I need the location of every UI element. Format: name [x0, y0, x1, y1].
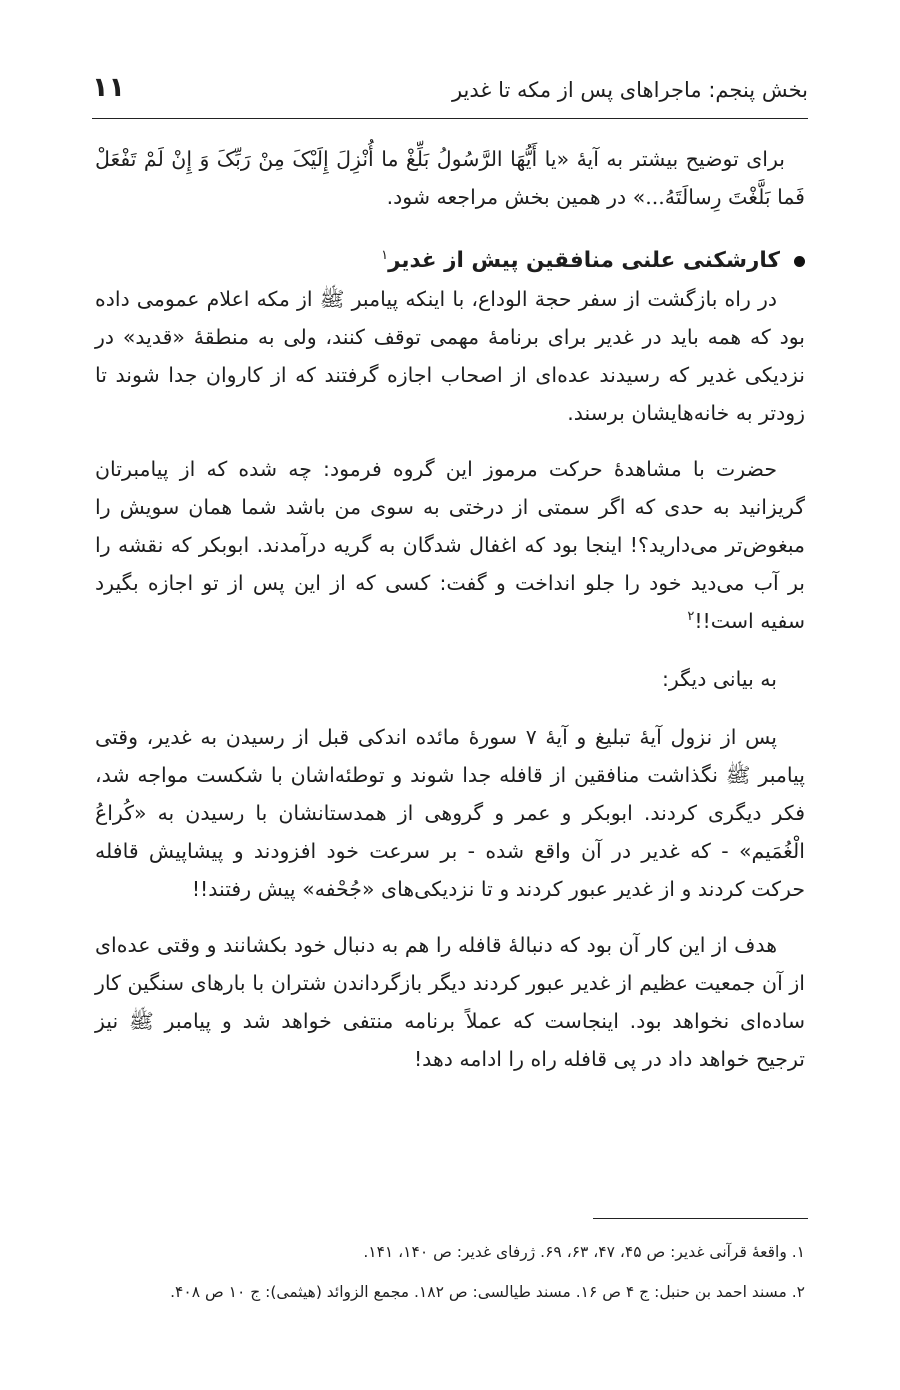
running-header: [92, 72, 808, 116]
intro-text-after: » در همین بخش مراجعه شود.: [386, 185, 646, 209]
paragraph-1: در راه بازگشت از سفر حجة الوداع، با اینکه پیامبر ﷺ از مکه اعلام عمومی داده بود که همه باید در غدیر برای برنامهٔ مهمی توقف کنند، ولی به منطقهٔ «قدید» در نزدیکی غدیر که رسیدند عده‌ای از اصحاب اجازه گرفتند که از کاروان جدا شوند تا زودتر به خانه‌هایشان برسند.: [95, 287, 805, 425]
footnote-divider: [593, 1218, 808, 1219]
paragraph-3: به بیانی دیگر:: [661, 667, 777, 691]
chapter-title: بخش پنجم: ماجراهای پس از مکه تا غدیر: [451, 78, 808, 102]
intro-text-before: برای توضیح بیشتر به آیهٔ «: [556, 147, 785, 171]
page-body: [95, 140, 805, 1078]
paragraph-2-text: حضرت با مشاهدهٔ حرکت مرموز این گروه فرمود: چه شده که از پیامبرتان گریزانید به حدی که اگر سمتی از درختی به سوی من باشد شما همان سویش را مبغوض‌تر می‌دارید؟! اینجا بود که اغفال شدگان به گریه درآمدند. ابوبکر که نقشه را بر آب می‌دید خود را جلو انداخت و گفت: کسی که از این پس از تو اجازه بگیرد سفیه است!!: [95, 457, 805, 633]
footnote-ref-1: ۱: [381, 247, 389, 263]
footnote-ref-2: ۲: [687, 609, 695, 625]
bullet-icon: [794, 256, 805, 267]
quran-verse: یا أَیُّهَا الرَّسُولُ بَلِّغْ ما أُنْزِلَ إِلَیْکَ مِنْ رَبِّکَ وَ إِنْ لَمْ تَفْعَلْ فَما بَلَّغْتَ رِسالَتَهُ...: [95, 147, 805, 209]
page-number: ۱۱: [92, 72, 125, 103]
paragraph-5: هدف از این کار آن بود که دنبالهٔ قافله را هم به دنبال خود بکشانند و وقتی عده‌ای از آن جمعیت عظیم از غدیر عبور کردند دیگر بازگرداندن شتران با بارهای سنگین کار ساده‌ای نخواهد بود. اینجاست که عملاً برنامه منتفی خواهد شد و پیامبر ﷺ نیز ترجیح خواهد داد در پی قافله راه را ادامه دهد!: [95, 933, 805, 1071]
section-heading-text: کارشکنی علنی منافقین پیش از غدیر: [388, 248, 780, 273]
header-divider: [92, 118, 808, 119]
footnote-1: ۱. واقعهٔ قرآنی غدیر: ص ۴۵، ۴۷، ۶۳، ۶۹. ژرفای غدیر: ص ۱۴۰، ۱۴۱.: [363, 1243, 805, 1261]
intro-paragraph: [95, 140, 805, 216]
paragraph-4: پس از نزول آیهٔ تبلیغ و آیهٔ ۷ سورهٔ مائده اندکی قبل از رسیدن به غدیر، وقتی پیامبر ﷺ نگذاشت منافقین از قافله جدا شوند و توطئه‌اشان با شکست مواجه شد، فکر دیگری کردند. ابوبکر و عمر و گروهی از همدستانشان با رسیدن به «کُراعُ الْغُمَیم» - که غدیر در آن واقع شده - بر سرعت خود افزودند و پیشاپیش قافله حرکت کردند و از غدیر عبور کردند و تا نزدیکی‌های «جُحْفه» پیش رفتند!!: [95, 725, 805, 901]
section-heading: [95, 242, 805, 280]
footnote-2: ۲. مسند احمد بن حنبل: ج ۴ ص ۱۶. مسند طیالسی: ص ۱۸۲. مجمع الزوائد (هیثمی): ج ۱۰ ص ۴۰۸.: [170, 1283, 805, 1301]
footnotes: [95, 1232, 805, 1312]
paragraph-2: [95, 450, 805, 640]
